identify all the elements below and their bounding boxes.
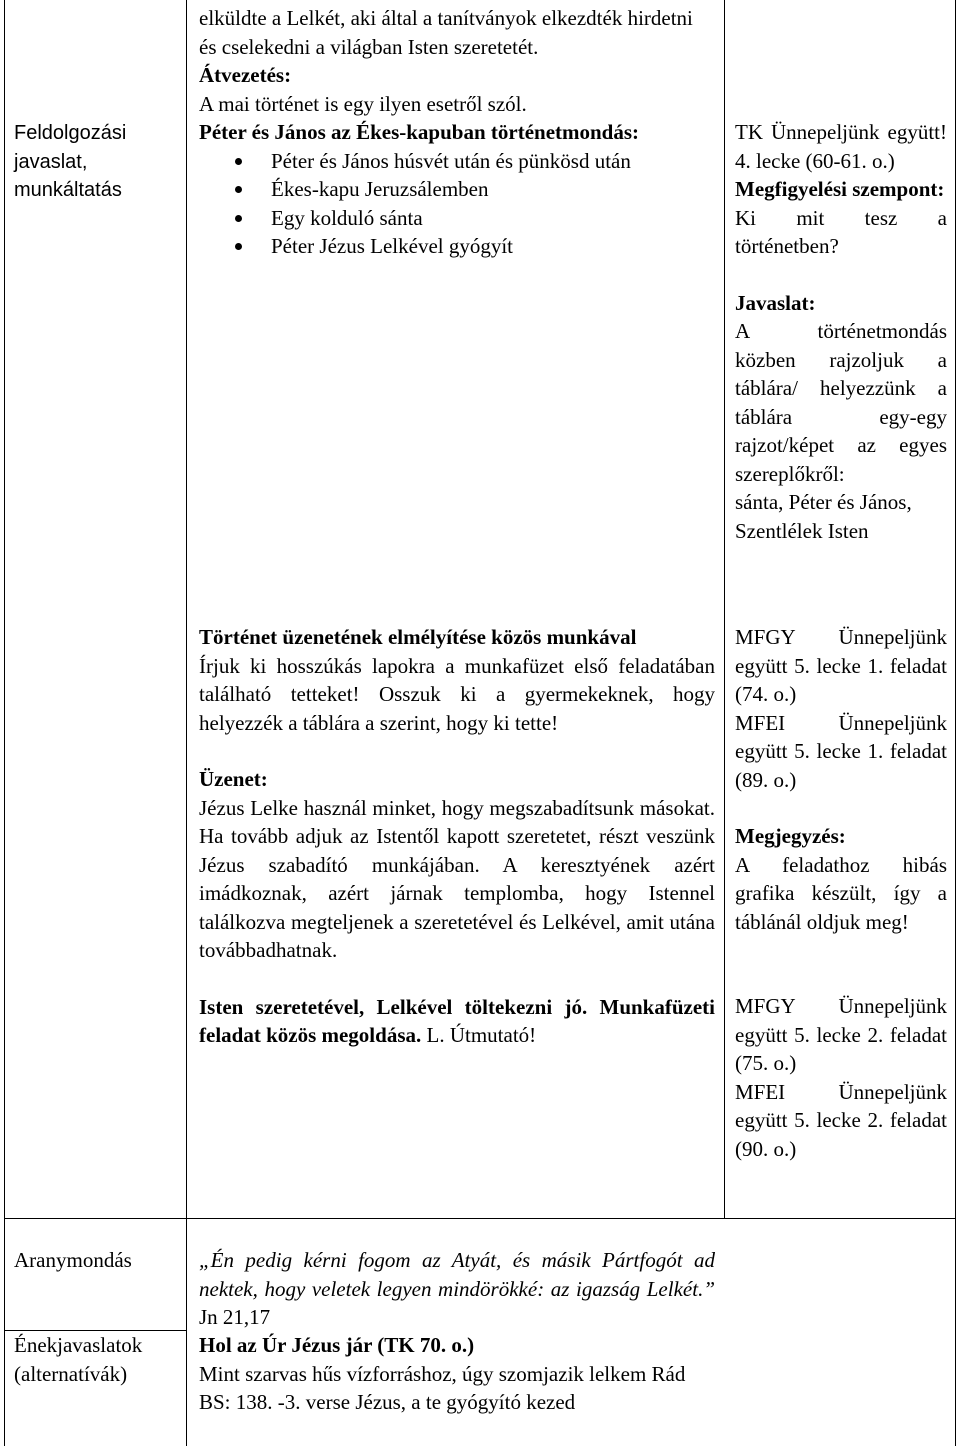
aranymondas-cell [199,1246,715,1332]
atvezetes-text: A mai történet is egy ilyen esetről szól. [199,91,527,116]
enekjavaslatok-label: Énekjavaslatok (alternatívák) [14,1333,143,1386]
javaslat-list: sánta, Péter és János, Szentlélek Isten [735,490,912,543]
javaslat-label: Javaslat: [735,290,816,315]
megfigyelesi-text: Ki mit tesz a történetben? [735,205,947,258]
javaslat-text: A történetmondás közben rajzoljuk a táblára/ helyezzünk a táblára egy-egy rajzot/képet az egyes szereplőkről: [735,319,947,486]
list-item: Ékes-kapu Jeruzsálemben [199,175,715,204]
list-item: Péter Jézus Lelkével gyógyít [199,232,715,261]
right-lower-section [735,623,947,1163]
song-1: Hol az Úr Jézus jár (TK 70. o.) [199,1333,475,1357]
uzenet-text: Jézus Lelke használ minket, hogy megszabadítsunk másokat. Ha tovább adjuk az Istentől kapott szeretetet, részt veszünk Jézus szabadító munkájában. A keresztyének azért imádkoznak, azért járnak templomba, hogy Istennel találkozva megteljenek a szeretetével és Lelkével, amit utána továbbadhatnak. [199,795,715,962]
closing-text [199,993,715,1050]
intro-text: elküldte a Lelkét, aki által a tanítványok elkezdték hirdetni és cselekedni a világban Isten szeretetét. [199,6,693,59]
megfigyelesi-label: Megfigyelési szempont: [735,177,945,201]
feldolgozasi-label: Feldolgozási javaslat, munkáltatás [14,122,127,201]
mfei-reference-1: MFEI Ünnepeljünk együtt 5. lecke 1. feladat (89. o.) [735,710,947,792]
column-divider-2 [724,0,725,1218]
middle-lower-section [199,623,715,1050]
deepen-title: Történet üzenetének elmélyítése közös munkával [199,625,637,649]
uzenet-label: Üzenet: [199,767,268,791]
closing-bold: Isten szeretetével, Lelkével töltekezni jó. Munkafüzeti feladat közös megoldása. [199,994,715,1047]
column-divider-1 [186,0,187,1446]
tk-reference: TK Ünnepeljünk együtt! 4. lecke (60-61. o.) [735,120,947,173]
mfgy-reference-1: MFGY Ünnepeljünk együtt 5. lecke 1. feladat (74. o.) [735,625,947,706]
megjegyzes-text: A feladathoz hibás grafika készült, így a táblánál oldjuk meg! [735,852,947,934]
right-top-section [735,118,947,545]
megjegyzes-label: Megjegyzés: [735,824,846,848]
mfgy-reference-2: MFGY Ünnepeljünk együtt 5. lecke 2. feladat (75. o.) [735,994,947,1075]
aranymondas-label: Aranymondás [14,1248,132,1272]
middle-top-section [199,4,715,261]
row-divider-top-section [4,1218,956,1219]
deepen-text: Írjuk ki hosszúkás lapokra a munkafüzet első feladatában található tetteket! Osszuk ki a gyermekeknek, hogy helyezzék a táblára a szerint, hogy ki tette! [199,653,715,735]
table-border-right [955,0,956,1446]
mfei-reference-2: MFEI Ünnepeljünk együtt 5. lecke 2. feladat (90. o.) [735,1079,947,1161]
list-item: Péter és János húsvét után és pünkösd után [199,147,715,176]
story-title: Péter és János az Ékes-kapuban történetmondás: [199,120,640,144]
table-border-left [4,0,5,1446]
quote-reference: Jn 21,17 [199,1305,271,1329]
enekek-cell [199,1331,715,1417]
song-2: Mint szarvas hűs vízforráshoz, úgy szomjazik lelkem Rád [199,1361,686,1386]
song-3: BS: 138. -3. verse Jézus, a te gyógyító kezed [199,1390,576,1414]
quote-text: „Én pedig kérni fogom az Atyát, és másik Pártfogót ad nektek, hogy veletek legyen mindörökké: az igazság Lelkét.” [199,1248,715,1301]
atvezetes-label: Átvezetés: [199,63,292,87]
closing-plain: L. Útmutató! [421,1023,537,1047]
story-bullet-list [199,147,715,261]
aranymondas-quote [199,1246,715,1332]
lesson-plan-table [4,0,956,1446]
list-item: Egy kolduló sánta [199,204,715,233]
